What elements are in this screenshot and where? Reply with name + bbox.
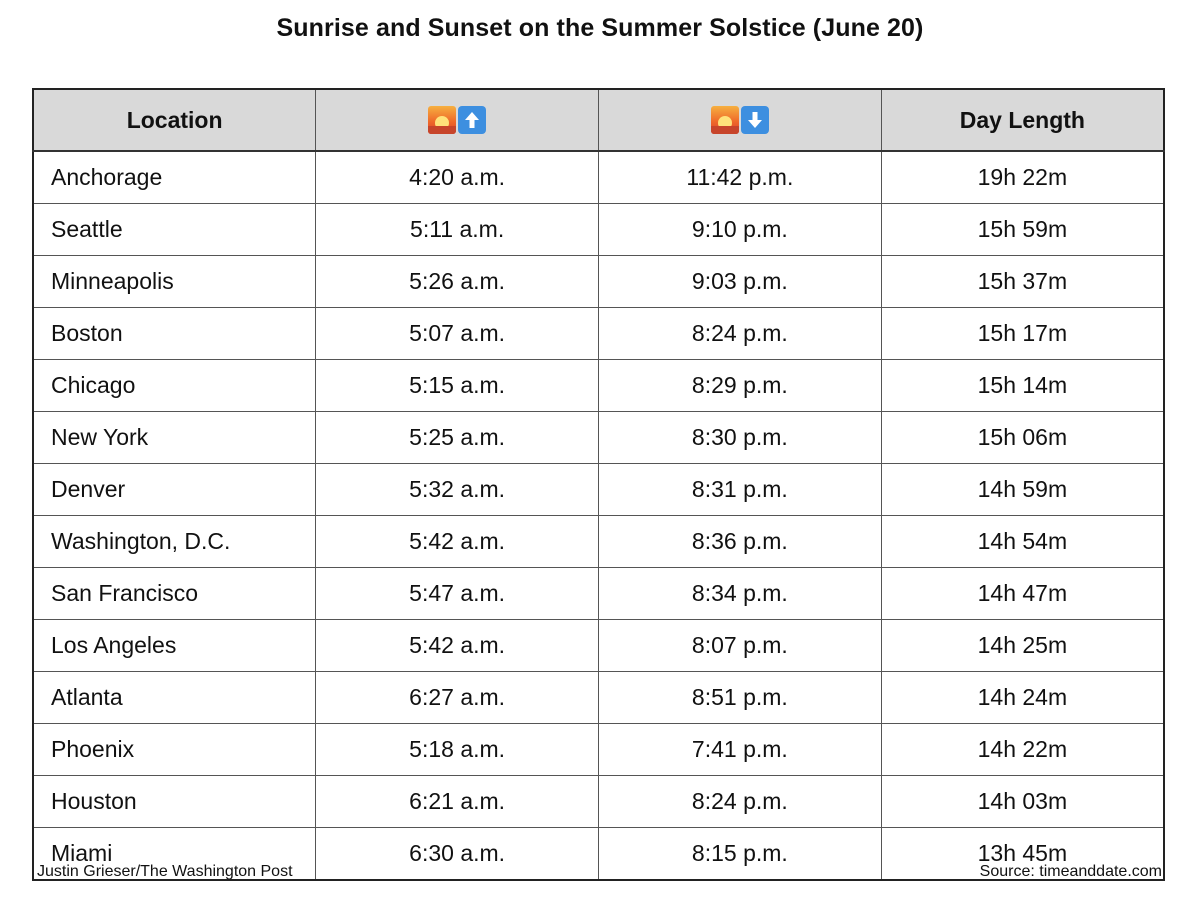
cell-sunset: 8:34 p.m. <box>599 568 882 620</box>
table-row <box>33 151 1164 204</box>
cell-day-length: 14h 24m <box>881 672 1164 724</box>
table-row <box>33 620 1164 672</box>
cell-sunrise: 5:47 a.m. <box>316 568 599 620</box>
cell-day-length: 15h 59m <box>881 204 1164 256</box>
cell-day-length: 15h 14m <box>881 360 1164 412</box>
table-row <box>33 724 1164 776</box>
cell-sunset: 8:29 p.m. <box>599 360 882 412</box>
cell-location: Phoenix <box>33 724 316 776</box>
cell-sunset: 8:15 p.m. <box>599 828 882 881</box>
header-location: Location <box>33 89 316 151</box>
table-row <box>33 412 1164 464</box>
cell-sunrise: 5:15 a.m. <box>316 360 599 412</box>
cell-day-length: 19h 22m <box>881 151 1164 204</box>
cell-location: Anchorage <box>33 151 316 204</box>
solstice-table <box>32 88 1165 881</box>
cell-day-length: 13h 45m <box>881 828 1164 881</box>
cell-sunrise: 4:20 a.m. <box>316 151 599 204</box>
table-row <box>33 672 1164 724</box>
header-sunrise <box>316 89 599 151</box>
cell-sunrise: 5:32 a.m. <box>316 464 599 516</box>
sunset-down-arrow-icon <box>711 106 769 134</box>
cell-location: San Francisco <box>33 568 316 620</box>
cell-location: Los Angeles <box>33 620 316 672</box>
table-header <box>33 89 1164 151</box>
cell-sunset: 8:51 p.m. <box>599 672 882 724</box>
cell-sunrise: 5:11 a.m. <box>316 204 599 256</box>
sunrise-icon <box>428 106 456 134</box>
table-row <box>33 464 1164 516</box>
cell-location: Seattle <box>33 204 316 256</box>
cell-sunset: 9:03 p.m. <box>599 256 882 308</box>
cell-sunset: 8:31 p.m. <box>599 464 882 516</box>
table-row <box>33 360 1164 412</box>
cell-sunrise: 5:25 a.m. <box>316 412 599 464</box>
sunrise-up-arrow-icon <box>428 106 486 134</box>
cell-sunrise: 6:21 a.m. <box>316 776 599 828</box>
cell-day-length: 15h 17m <box>881 308 1164 360</box>
cell-sunrise: 6:30 a.m. <box>316 828 599 881</box>
cell-sunset: 9:10 p.m. <box>599 204 882 256</box>
sunset-icon <box>711 106 739 134</box>
table-row <box>33 776 1164 828</box>
cell-location: Atlanta <box>33 672 316 724</box>
cell-day-length: 14h 03m <box>881 776 1164 828</box>
cell-sunrise: 5:42 a.m. <box>316 516 599 568</box>
cell-location: Denver <box>33 464 316 516</box>
cell-sunrise: 5:18 a.m. <box>316 724 599 776</box>
cell-sunset: 8:24 p.m. <box>599 776 882 828</box>
cell-day-length: 14h 54m <box>881 516 1164 568</box>
table-row <box>33 516 1164 568</box>
header-row <box>33 89 1164 151</box>
up-arrow-icon <box>458 106 486 134</box>
cell-sunset: 8:30 p.m. <box>599 412 882 464</box>
cell-sunset: 8:24 p.m. <box>599 308 882 360</box>
cell-day-length: 14h 59m <box>881 464 1164 516</box>
down-arrow-icon <box>741 106 769 134</box>
cell-location: Minneapolis <box>33 256 316 308</box>
cell-sunrise: 6:27 a.m. <box>316 672 599 724</box>
cell-sunrise: 5:07 a.m. <box>316 308 599 360</box>
table-row <box>33 308 1164 360</box>
table-row <box>33 568 1164 620</box>
cell-location: Houston <box>33 776 316 828</box>
cell-location: Miami <box>33 828 316 881</box>
cell-location: Chicago <box>33 360 316 412</box>
cell-sunset: 8:36 p.m. <box>599 516 882 568</box>
cell-sunset: 7:41 p.m. <box>599 724 882 776</box>
table-body <box>33 151 1164 880</box>
cell-day-length: 15h 37m <box>881 256 1164 308</box>
cell-sunset: 8:07 p.m. <box>599 620 882 672</box>
cell-day-length: 14h 25m <box>881 620 1164 672</box>
cell-sunset: 11:42 p.m. <box>599 151 882 204</box>
cell-location: Washington, D.C. <box>33 516 316 568</box>
cell-location: New York <box>33 412 316 464</box>
cell-day-length: 15h 06m <box>881 412 1164 464</box>
cell-day-length: 14h 47m <box>881 568 1164 620</box>
cell-day-length: 14h 22m <box>881 724 1164 776</box>
cell-sunrise: 5:42 a.m. <box>316 620 599 672</box>
cell-sunrise: 5:26 a.m. <box>316 256 599 308</box>
source-line: Source: timeanddate.com <box>979 863 1162 880</box>
table-row <box>33 204 1164 256</box>
cell-location: Boston <box>33 308 316 360</box>
credit-line: Justin Grieser/The Washington Post <box>37 863 293 880</box>
table-row <box>33 256 1164 308</box>
page-title: Sunrise and Sunset on the Summer Solstice (June 20) <box>276 14 924 42</box>
header-day-length: Day Length <box>881 89 1164 151</box>
header-sunset <box>599 89 882 151</box>
